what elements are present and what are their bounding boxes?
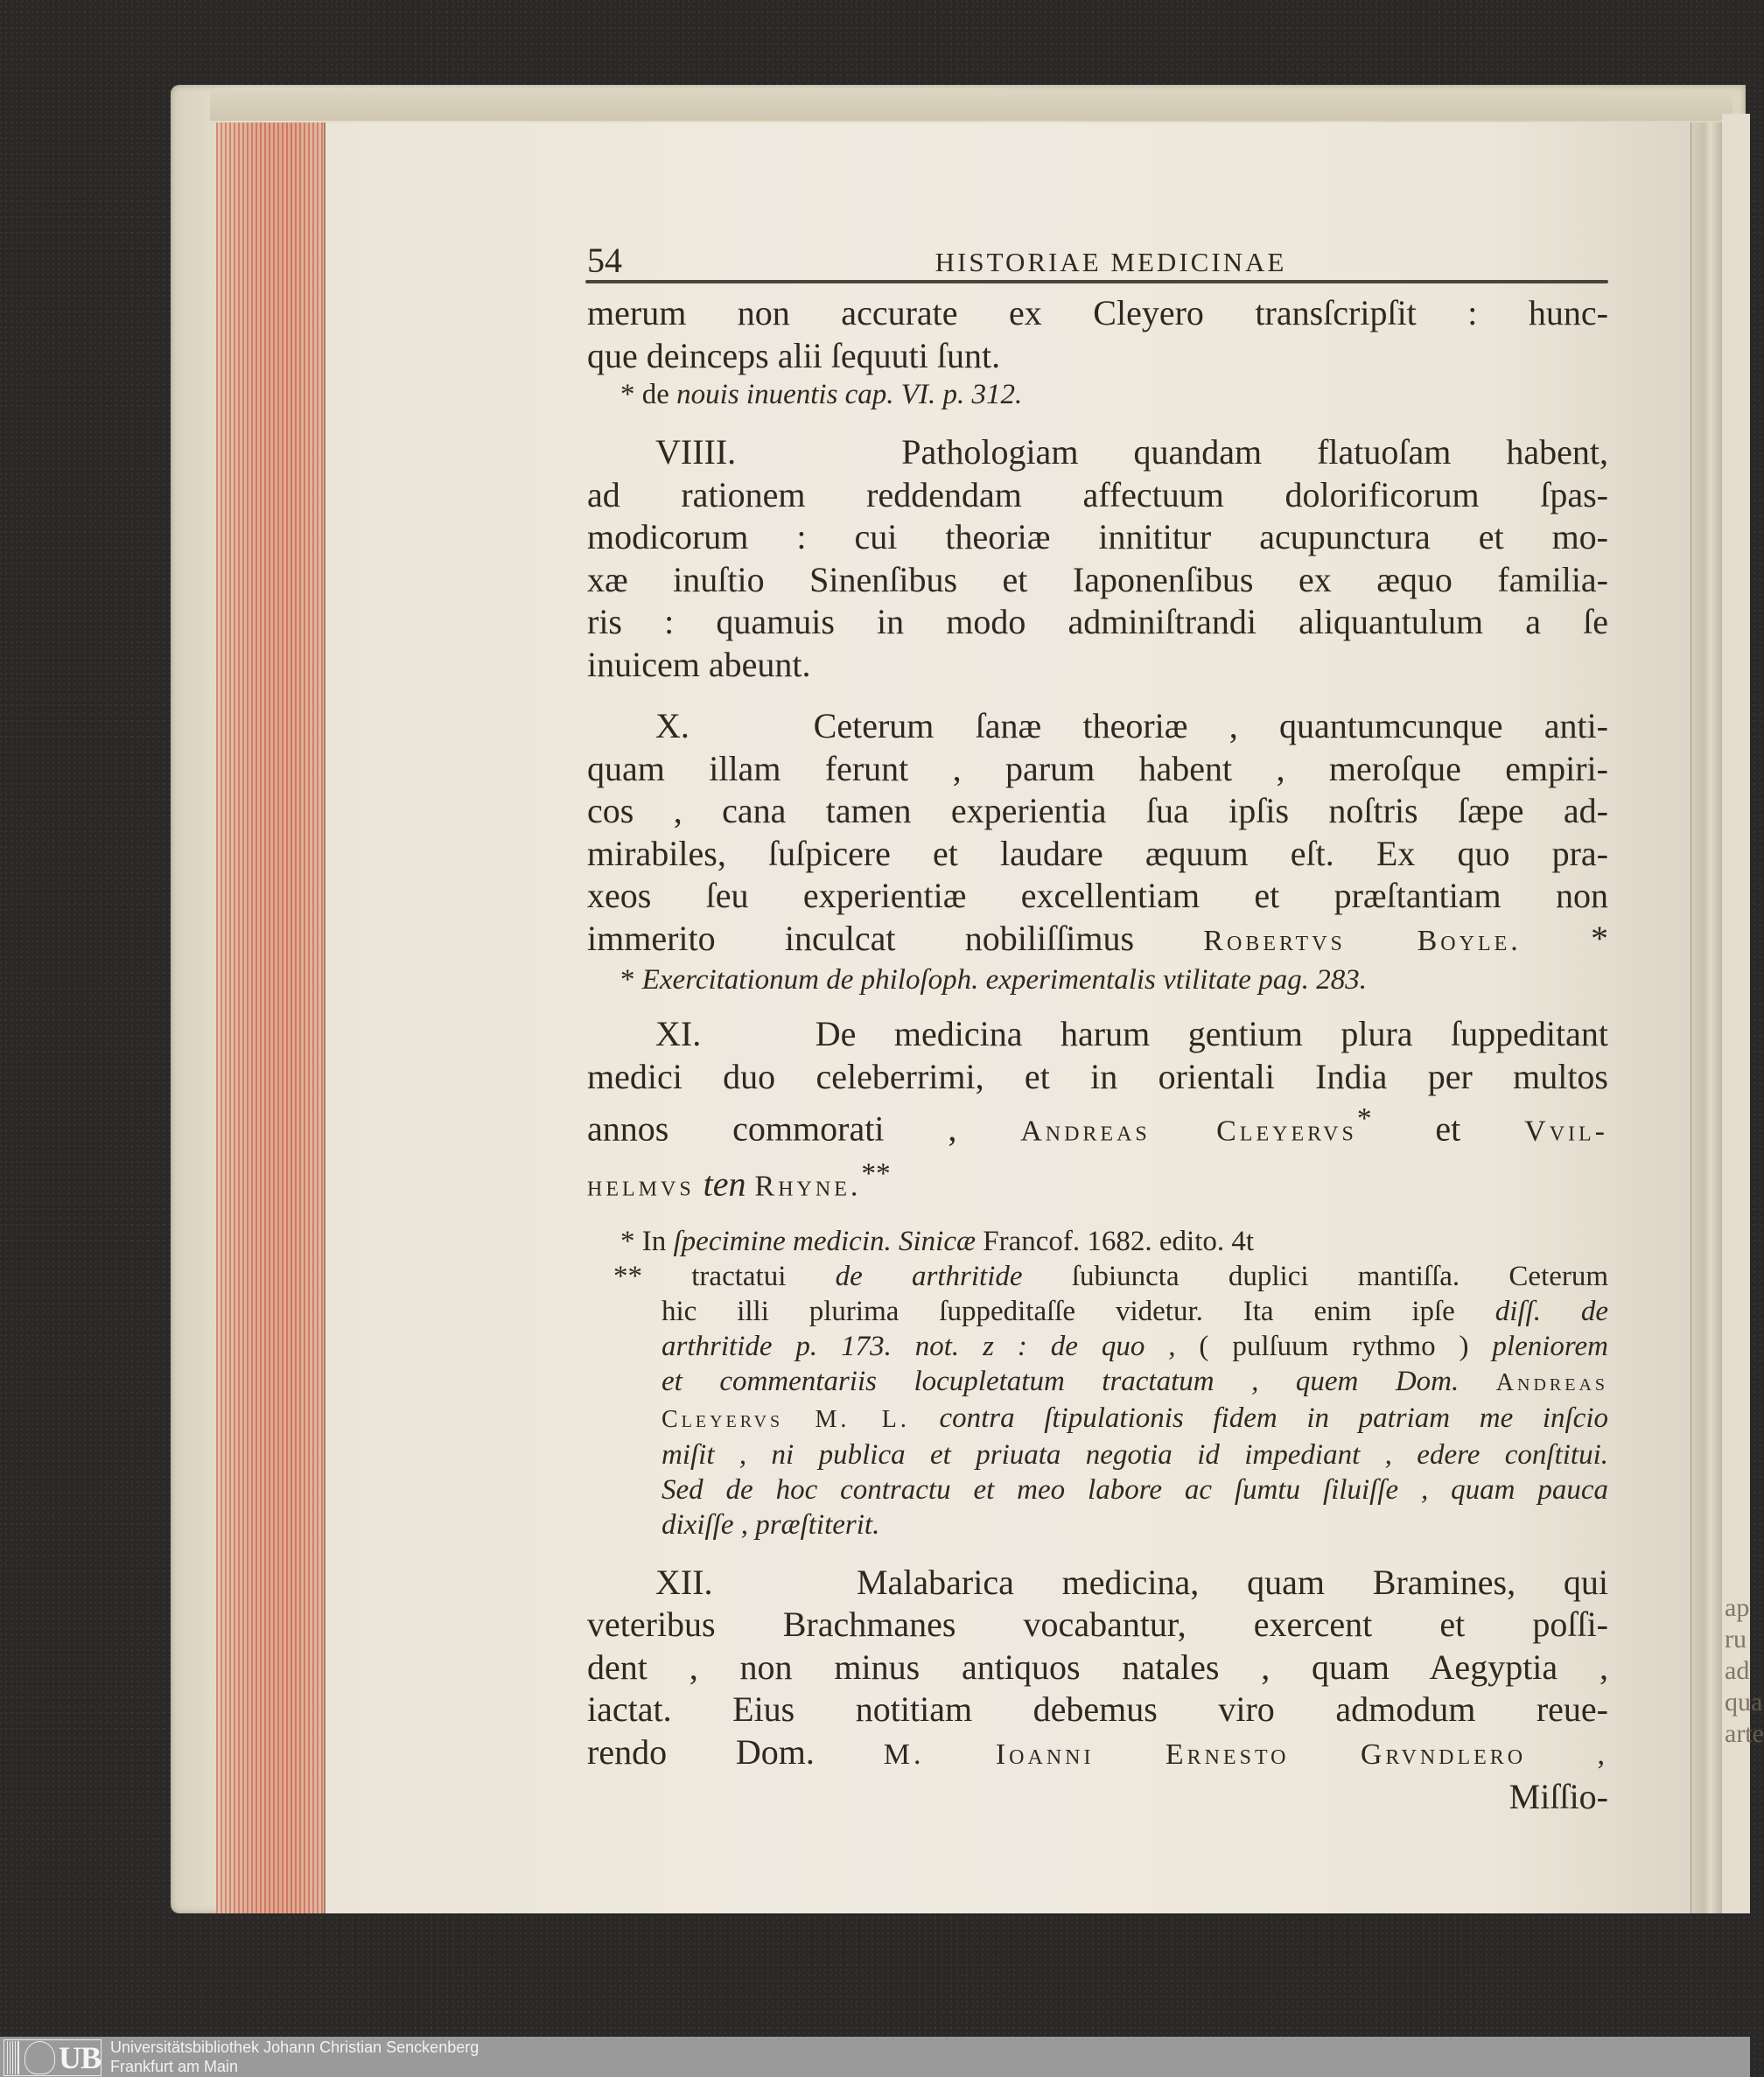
section-number: XI. <box>655 1014 702 1053</box>
text-line: medici duo celeberrimi, et in orientali India per multos <box>587 1056 1608 1096</box>
text-span: immerito inculcat nobiliſſimus <box>587 918 1135 958</box>
text-line: merum non accurate ex Cleyero transſcripſit : hunc- <box>587 293 1608 332</box>
logo-columns-icon <box>7 2041 19 2074</box>
name-small-caps: Vvil- <box>1524 1115 1609 1148</box>
text-span: Pathologiam quandam flatuoſam habent, <box>901 432 1608 472</box>
name-small-caps: Cleyervs M. L. <box>662 1405 910 1433</box>
text-span: Ceterum ſanæ theoriæ , quantumcunque anti- <box>813 706 1609 745</box>
name-small-caps: M. Ioanni Ernesto Grvndlero , <box>883 1738 1608 1771</box>
footnote-text: In <box>641 1225 667 1257</box>
name-small-caps: helmvs <box>587 1170 695 1203</box>
footnote-line <box>587 1329 1608 1364</box>
text-line <box>587 705 1608 748</box>
text-span: Malabarica medicina, quam Bramines, qui <box>856 1562 1609 1602</box>
name-small-caps: Andreas <box>1495 1368 1609 1396</box>
footnote-citation: de arthritide <box>835 1260 1023 1292</box>
section-number: XII. <box>655 1562 713 1602</box>
text-line: cos , cana tamen experientia ſua ipſis noſtris ſæpe ad- <box>587 791 1608 830</box>
text-line: inuicem abeunt. <box>587 644 811 684</box>
footnote-mark: ** <box>613 1260 642 1292</box>
text-line <box>587 431 1608 474</box>
text-line <box>587 1153 1608 1208</box>
book-gutter <box>1690 122 1723 1913</box>
footnote-line <box>587 1259 1608 1294</box>
footnote-line: miſit , ni publica et priuata negotia id impediant , edere conſtitui. <box>662 1438 1608 1471</box>
section-number: VIIII. <box>655 432 737 472</box>
header-rule <box>585 280 1608 283</box>
footnote-citation: Exercitationum de philoſoph. experimentalis vtilitate pag. 283. <box>641 964 1367 996</box>
institution-name: Universitätsbibliothek Johann Christian Senckenberg <box>110 2039 480 2056</box>
cover-turn-in <box>210 90 1732 121</box>
footnote <box>587 962 1608 997</box>
footnote-citation: arthritide p. 173. not. z : de quo , <box>662 1330 1176 1362</box>
footnote-text: ſubiuncta duplici mantiſſa. Ceterum <box>1071 1260 1609 1292</box>
text-line: que deinceps alii ſequuti ſunt. <box>587 335 1001 375</box>
text-span: rendo Dom. <box>587 1731 815 1772</box>
name-small-caps: Andreas Cleyervs <box>1020 1115 1357 1148</box>
facing-page-text: ap ru ad qua arte <box>1725 1593 1764 1748</box>
text-line: xæ inuſtio Sinenſibus et Iaponenſibus ex æquo familia- <box>587 559 1608 599</box>
footnote-citation: contra ſtipulationis fidem in patriam me inſcio <box>939 1402 1608 1434</box>
facing-page <box>1722 114 1764 1913</box>
section-x <box>587 705 1608 962</box>
text-line <box>587 1013 1608 1056</box>
footnote-line <box>587 1294 1608 1329</box>
text-line: mirabiles, ſuſpicere et laudare æquum eſt. Ex quo pra- <box>587 833 1608 873</box>
footnote-mark: * <box>620 964 635 996</box>
text-line: quam illam ferunt , parum habent , meroſque empiri- <box>587 748 1608 788</box>
footnote-line: dixiſſe , præſtiterit. <box>662 1508 880 1541</box>
running-title: HISTORIAE MEDICINAE <box>934 247 1287 277</box>
ub-logo <box>4 2039 102 2076</box>
footnote <box>587 377 1608 412</box>
text-line <box>587 918 1608 963</box>
red-page-edges <box>216 122 326 1913</box>
running-head <box>587 243 1608 280</box>
name-small-caps: Robertvs Boyle. <box>1203 924 1522 957</box>
logo-portrait-icon <box>24 2041 55 2074</box>
footnote-line <box>587 1364 1608 1401</box>
footnote-citation: ſpecimine medicin. Sinicæ <box>673 1225 976 1257</box>
footnote-mark: ** <box>861 1157 891 1190</box>
text-line <box>587 1731 1608 1777</box>
library-footer <box>0 2037 1750 2077</box>
institution-city: Frankfurt am Main <box>110 2058 239 2075</box>
section-viiii <box>587 431 1608 686</box>
text-line: veteribus Brachmanes vocabantur, exercent et poſſi- <box>587 1605 1608 1645</box>
page-text <box>587 243 1608 1818</box>
paragraph-continued <box>587 292 1608 377</box>
footnote-mark: * <box>1356 1102 1372 1135</box>
text-line <box>587 1098 1608 1153</box>
footnote-text: de <box>641 379 669 410</box>
footnote-citation: diſſ. de <box>1494 1295 1608 1327</box>
text-line: xeos ſeu experientiæ excellentiam et præſtantiam non <box>587 876 1608 915</box>
footnote-text: hic illi plurima ſuppeditaſſe videtur. Ita enim ipſe <box>662 1295 1455 1327</box>
footnote-citation: et commentariis locupletatum tractatum , quem Dom. <box>662 1365 1460 1397</box>
text-line <box>587 1562 1608 1605</box>
page-number: 54 <box>587 241 622 280</box>
text-span: ten <box>703 1164 746 1204</box>
text-span: De medicina harum gentium plura ſuppeditant <box>815 1014 1609 1053</box>
name-small-caps: Rhyne. <box>754 1170 862 1203</box>
logo-text: UB <box>58 2040 101 2075</box>
footnote-text: Francof. 1682. edito. 4t <box>983 1225 1255 1257</box>
text-span: annos commorati , <box>587 1108 957 1149</box>
footnote <box>587 1259 1608 1542</box>
text-line: ad rationem reddendam affectuum dolorificorum ſpas- <box>587 474 1608 514</box>
footnote-line <box>587 1401 1608 1437</box>
footnote-text: tractatui <box>691 1260 787 1292</box>
text-line: ris : quamuis in modo adminiſtrandi aliquantulum a ſe <box>587 602 1608 641</box>
catchword: Miſſio- <box>1508 1777 1608 1817</box>
footnote-mark: * <box>620 379 635 410</box>
footnote-citation: nouis inuentis cap. VI. p. 312. <box>676 379 1023 410</box>
text-line: iactat. Eius notitiam debemus viro admodum reue- <box>587 1689 1608 1730</box>
footnote-mark: * <box>620 1225 635 1257</box>
footnote-citation: pleniorem <box>1492 1330 1609 1362</box>
footnote-mark: * <box>1591 918 1609 958</box>
text-line: modicorum : cui theoriæ innititur acupunctura et mo- <box>587 517 1608 556</box>
section-number: X. <box>655 706 690 745</box>
text-span: et <box>1435 1108 1461 1149</box>
footnote-text: ( pulſuum rythmo ) <box>1199 1330 1469 1362</box>
section-xii <box>587 1562 1608 1777</box>
section-xi <box>587 1013 1608 1208</box>
footnote <box>587 1224 1608 1259</box>
text-line: dent , non minus antiquos natales , quam Aegyptia , <box>587 1647 1608 1687</box>
footnote-line: Sed de hoc contractu et meo labore ac ſumtu ſiluiſſe , quam pauca <box>662 1473 1608 1506</box>
